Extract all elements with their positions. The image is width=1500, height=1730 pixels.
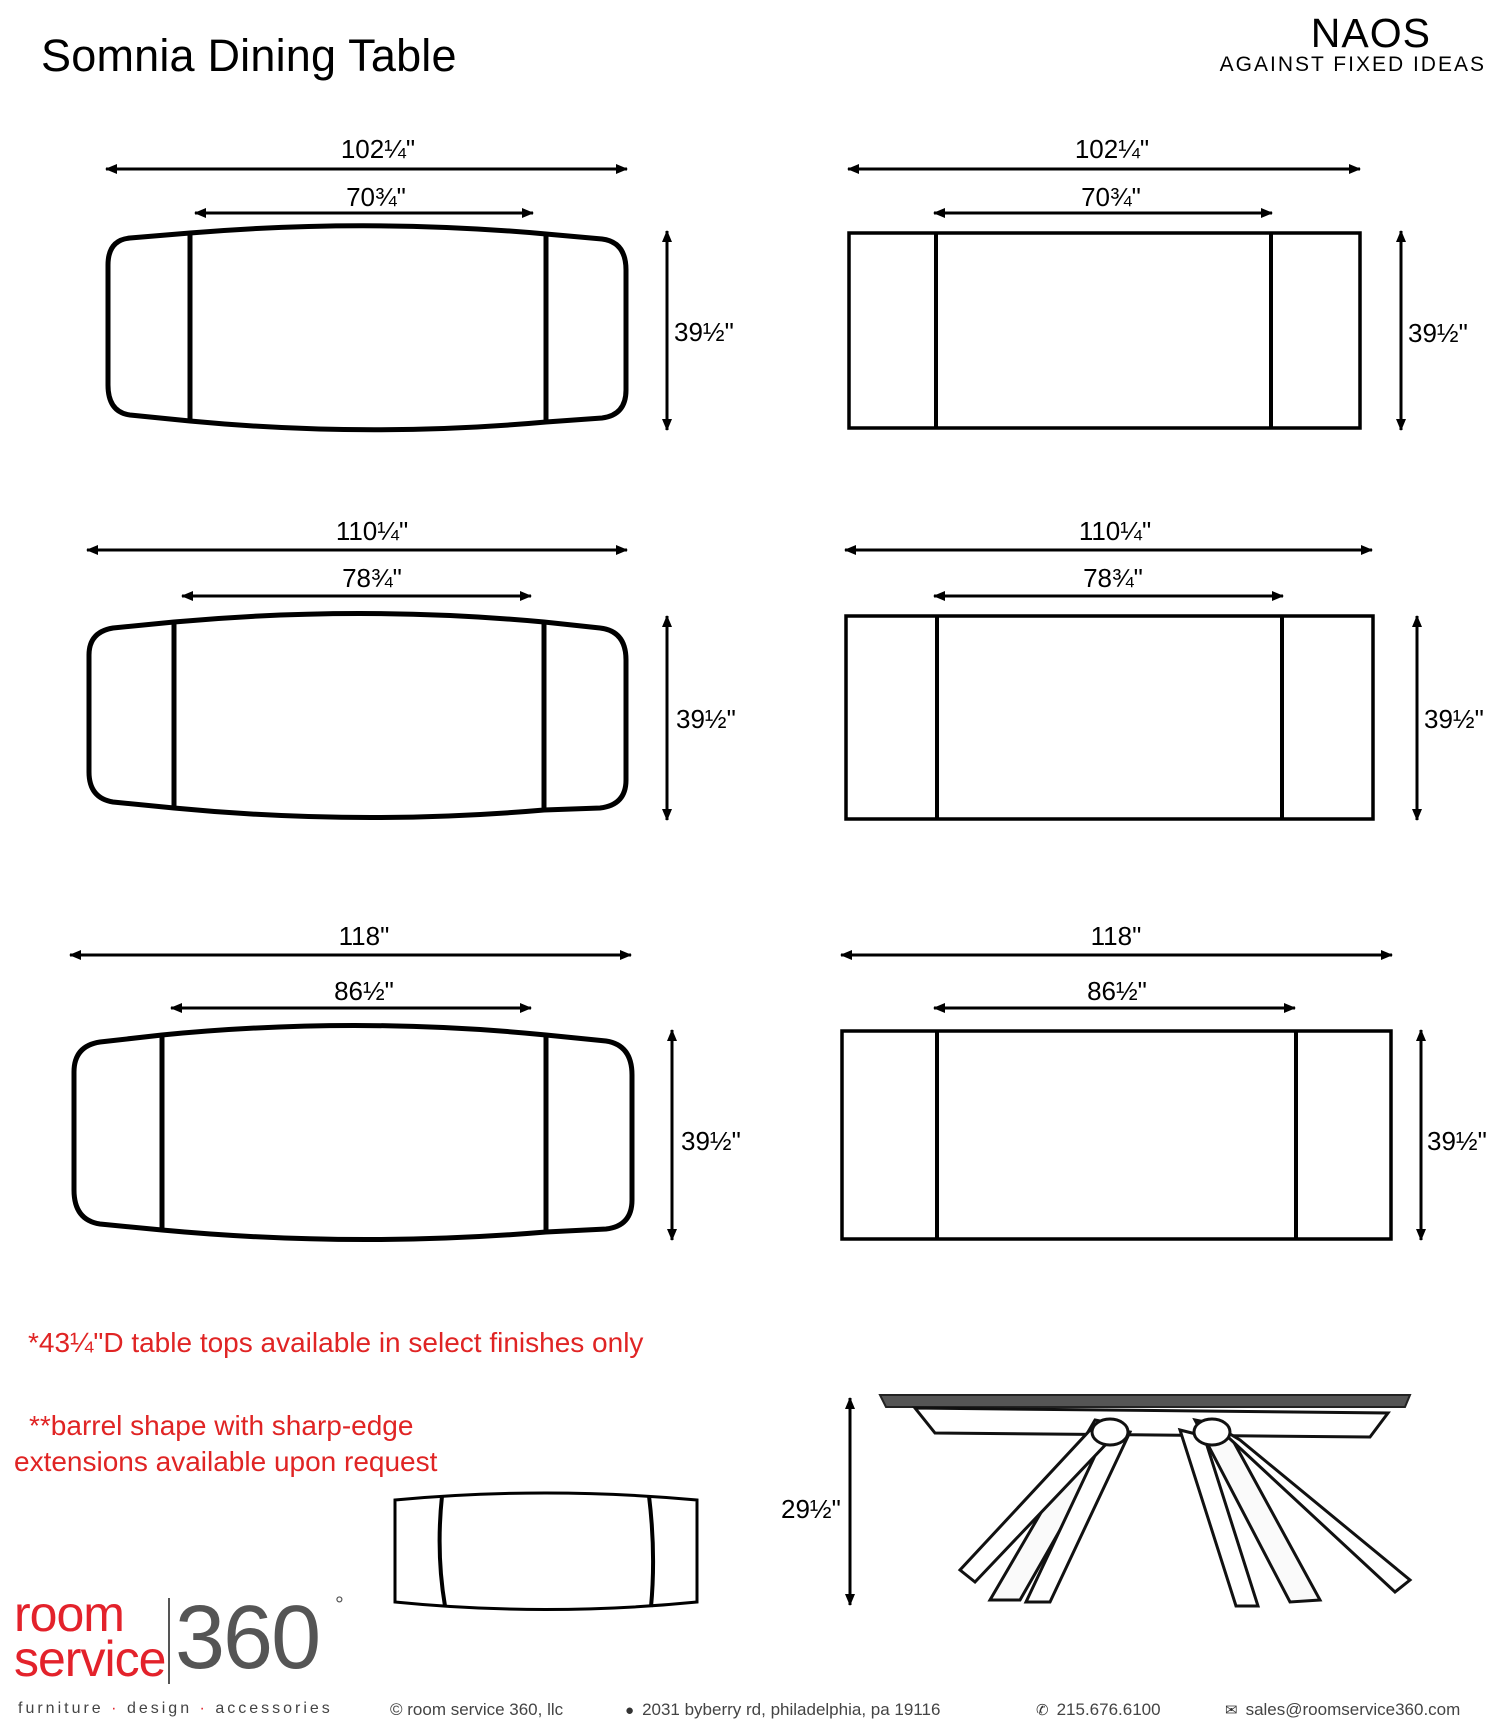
center-width-label: 78¾" xyxy=(1083,563,1143,593)
map-pin-icon: ● xyxy=(625,1702,635,1719)
footer-phone-text: 215.676.6100 xyxy=(1056,1700,1161,1719)
depth-label: 39½" xyxy=(1427,1126,1487,1156)
logo-degree: ° xyxy=(335,1592,344,1617)
rect-tabletop-outline xyxy=(849,233,1360,428)
center-width-label: 70¾" xyxy=(1081,182,1141,212)
brand-tagline: AGAINST FIXED IDEAS xyxy=(1219,53,1486,76)
center-width-label: 78¾" xyxy=(342,563,402,593)
leg-right-hub xyxy=(1194,1419,1230,1445)
note-sharp-edge-line1: **barrel shape with sharp-edge xyxy=(29,1410,414,1441)
logo-tagline-design: design xyxy=(126,1700,193,1717)
side-elevation xyxy=(781,1395,1410,1606)
rect-plan-2 xyxy=(845,516,1484,820)
footer-address-text: 2031 byberry rd, philadelphia, pa 19116 xyxy=(642,1700,941,1719)
extension-seam-right xyxy=(649,1496,653,1607)
footer-copyright: © room service 360, llc xyxy=(390,1700,564,1719)
barrel-plan-3 xyxy=(70,921,741,1240)
barrel-plan-2 xyxy=(87,516,736,820)
logo-tagline-furniture: furniture xyxy=(18,1700,104,1717)
logo-room: room xyxy=(14,1586,124,1642)
center-width-label: 86½" xyxy=(1087,976,1147,1006)
depth-label: 39½" xyxy=(681,1126,741,1156)
logo-divider xyxy=(168,1598,170,1684)
rect-plan-3 xyxy=(841,921,1487,1240)
depth-label: 39½" xyxy=(676,704,736,734)
sharp-edge-barrel-plan xyxy=(395,1493,697,1610)
page-title: Somnia Dining Table xyxy=(41,30,457,81)
logo-tagline-dot: · xyxy=(111,1700,127,1717)
depth-label: 39½" xyxy=(1424,704,1484,734)
note-sharp-edge-line2: extensions available upon request xyxy=(14,1446,438,1477)
overall-width-label: 110¼" xyxy=(335,516,409,546)
overall-width-label: 118" xyxy=(338,921,390,951)
center-width-label: 86½" xyxy=(334,976,394,1006)
footer-phone[interactable] xyxy=(1036,1700,1161,1720)
extension-seam-left xyxy=(440,1496,445,1606)
logo-360: 360 xyxy=(175,1588,320,1688)
depth-label: 39½" xyxy=(674,317,734,347)
note-table-tops: *43¼"D table tops available in select finishes only xyxy=(28,1327,644,1358)
overall-width-label: 110¼" xyxy=(1078,516,1152,546)
envelope-icon: ✉ xyxy=(1225,1702,1238,1719)
footer-email-text: sales@roomservice360.com xyxy=(1245,1700,1461,1719)
rect-plan-1 xyxy=(848,134,1468,430)
leg-left-hub xyxy=(1092,1419,1128,1445)
center-width-label: 70¾" xyxy=(346,182,406,212)
footer-address xyxy=(625,1700,940,1720)
footer-email[interactable] xyxy=(1225,1700,1460,1720)
logo-tagline-dot: · xyxy=(199,1700,216,1717)
height-label: 29½" xyxy=(781,1494,841,1524)
overall-width-label: 102¼" xyxy=(1074,134,1150,164)
brand-name: NAOS xyxy=(1310,10,1431,56)
barrel-plan-1 xyxy=(106,134,734,430)
rect-tabletop-outline xyxy=(842,1031,1391,1239)
logo-tagline xyxy=(18,1700,333,1718)
elevation-apron xyxy=(915,1408,1388,1437)
phone-icon: ✆ xyxy=(1036,1702,1049,1719)
depth-label: 39½" xyxy=(1408,318,1468,348)
elevation-tabletop xyxy=(880,1395,1410,1407)
overall-width-label: 102¼" xyxy=(340,134,416,164)
logo-tagline-accessories: accessories xyxy=(215,1700,333,1717)
rect-tabletop-outline xyxy=(846,616,1373,819)
logo-service: service xyxy=(14,1631,166,1687)
overall-width-label: 118" xyxy=(1090,921,1142,951)
